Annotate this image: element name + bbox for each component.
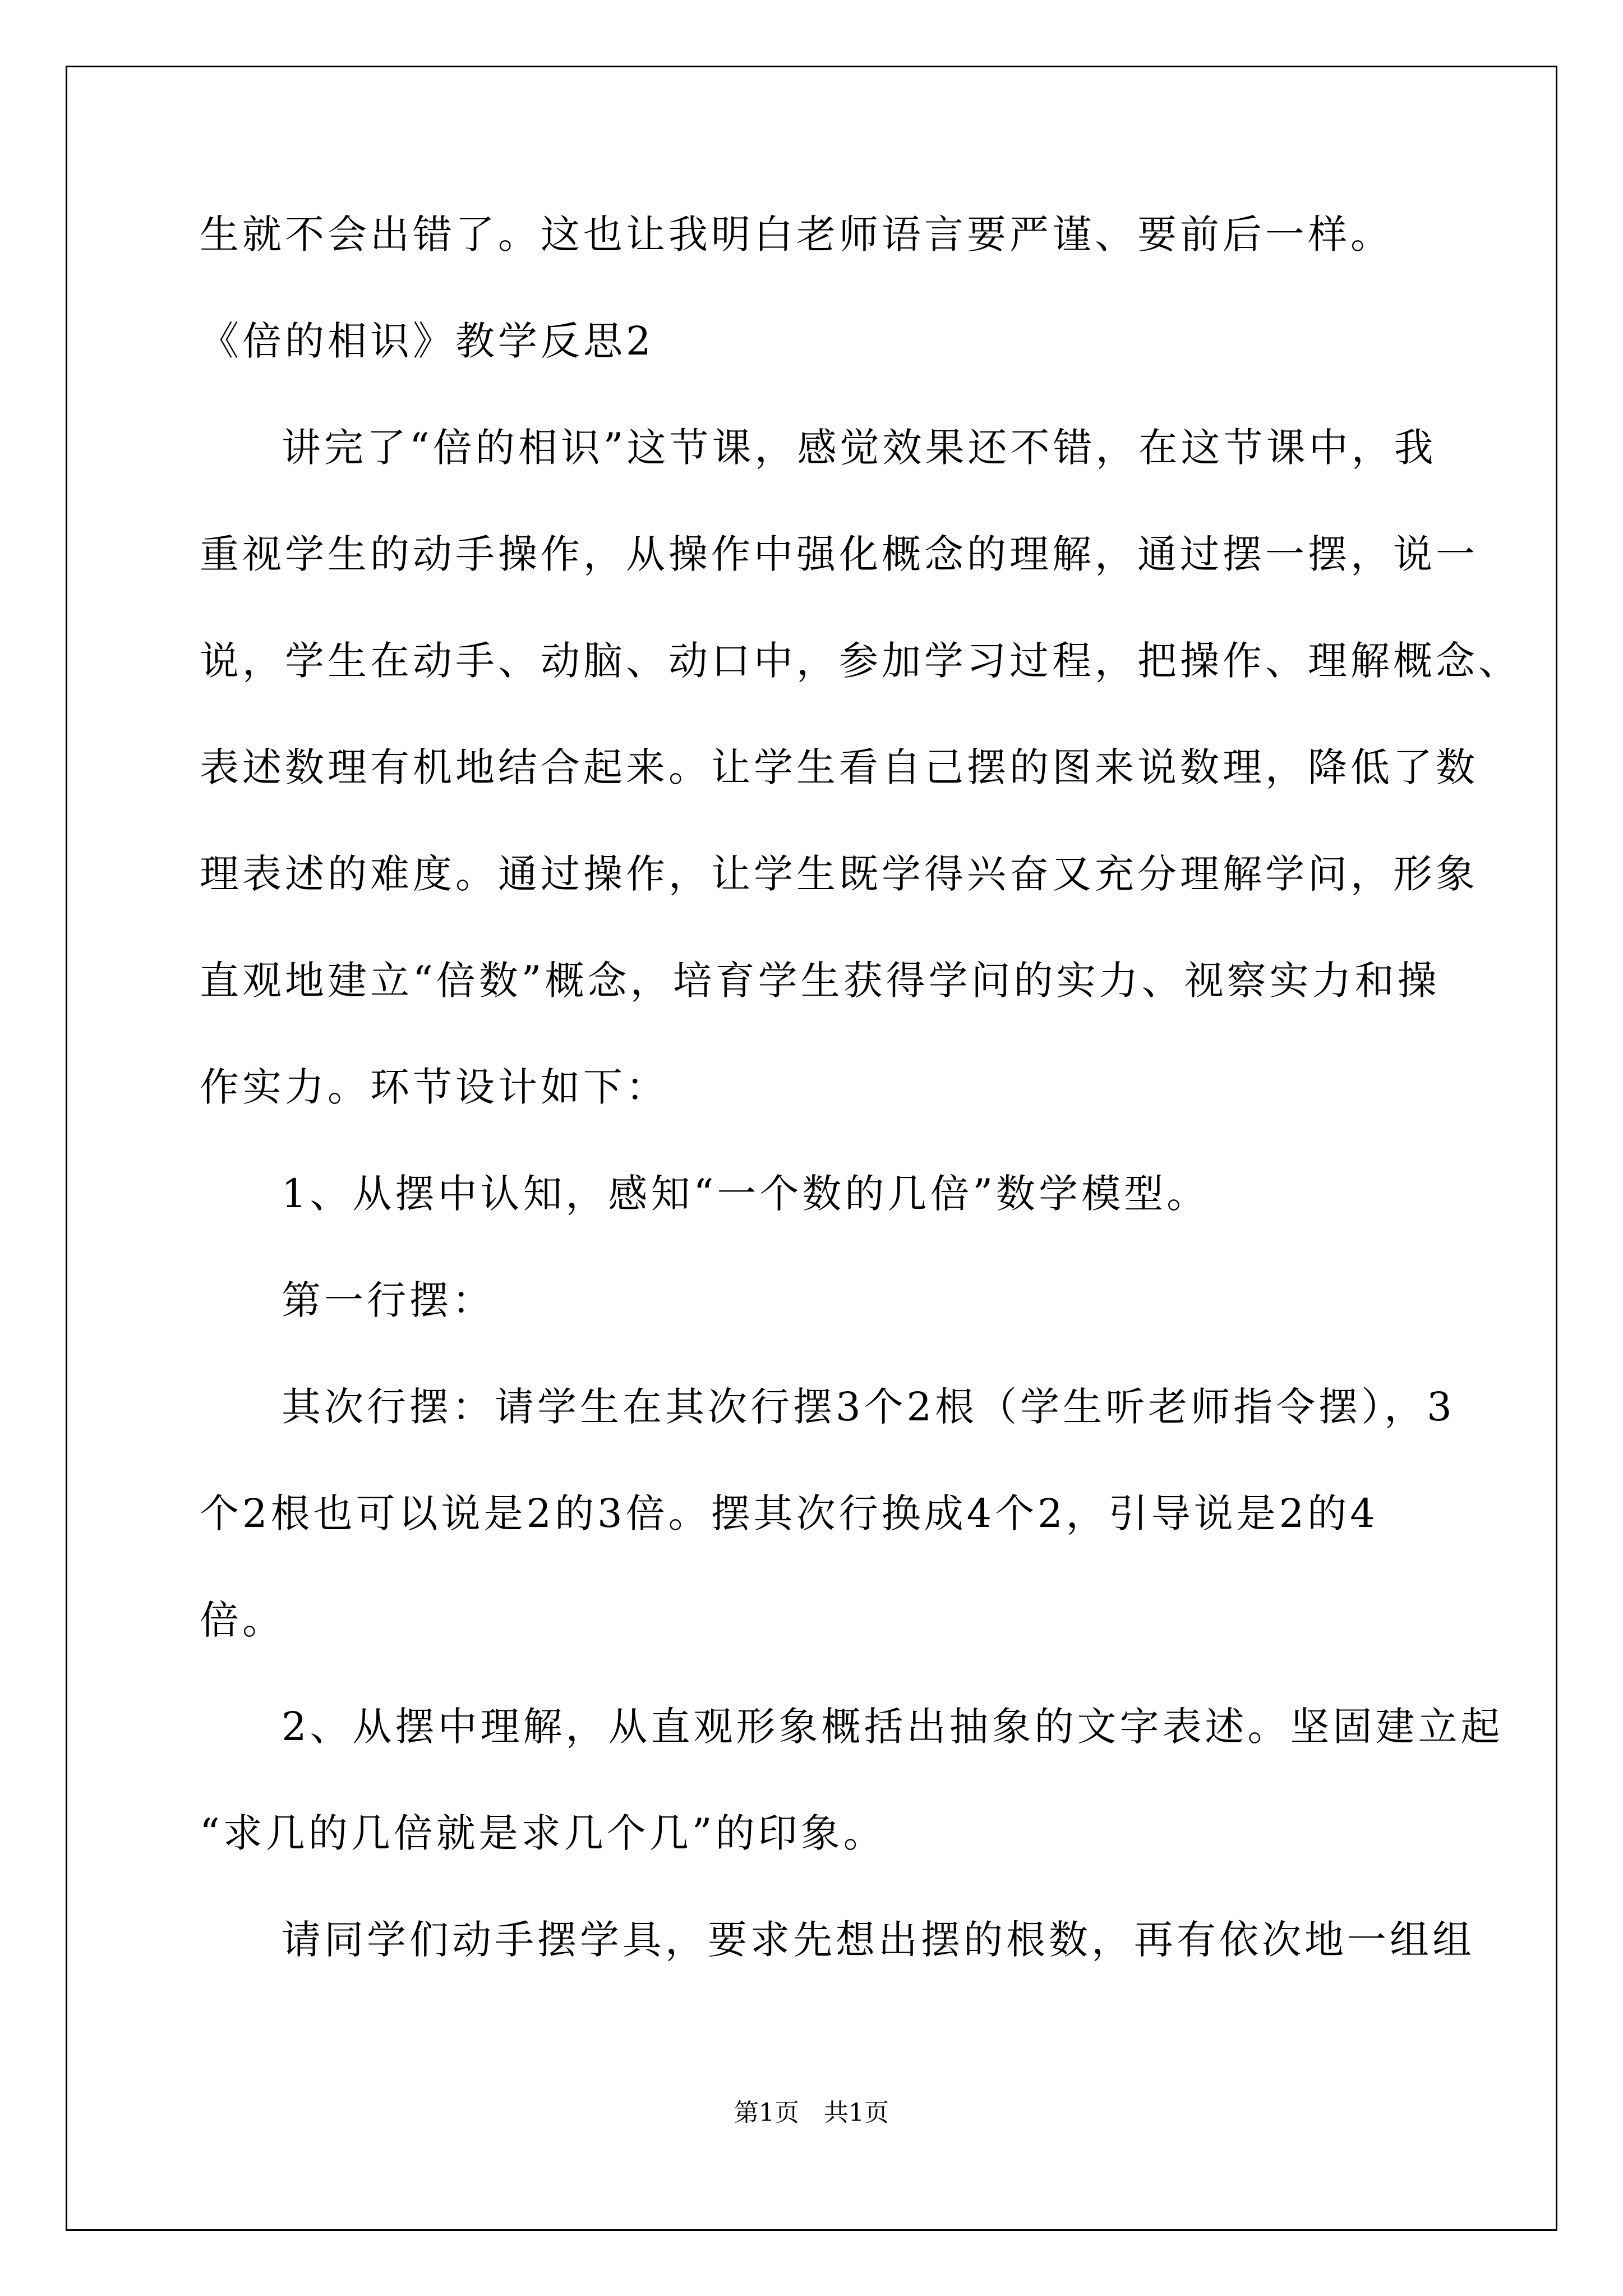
text-line: 说，学生在动手、动脑、动口中，参加学习过程，把操作、理解概念、 (200, 638, 1521, 684)
text-line: 请同学们动手摆学具，要求先想出摆的根数，再有依次地一组组 (282, 1917, 1475, 1963)
text-line: 作实力。环节设计如下： (200, 1064, 668, 1110)
text-line: 生就不会出错了。这也让我明白老师语言要严谨、要前后一样。 (200, 211, 1393, 257)
text-line: 直观地建立“倍数”概念，培育学生获得学问的实力、视察实力和操 (200, 958, 1440, 1004)
text-line: 个2根也可以说是2的3倍。摆其次行换成4个2，引导说是2的4 (200, 1490, 1378, 1536)
text-line: 理表述的难度。通过操作，让学生既学得兴奋又充分理解学问，形象 (200, 851, 1478, 897)
document-body (200, 211, 1521, 2027)
text-line: 其次行摆：请学生在其次行摆3个2根（学生听老师指令摆），3 (282, 1384, 1455, 1430)
text-line: 2、从摆中理解，从直观形象概括出抽象的文字表述。坚固建立起 (282, 1704, 1504, 1750)
text-line: 1、从摆中认知，感知“一个数的几倍”数学模型。 (282, 1171, 1210, 1217)
page-footer: 第1页 共1页 (734, 2099, 889, 2127)
text-line: 讲完了“倍的相识”这节课，感觉效果还不错，在这节课中，我 (282, 425, 1437, 471)
text-line: 第一行摆： (282, 1277, 495, 1323)
section-heading: 《倍的相识》教学反思2 (200, 318, 654, 364)
text-line: 倍。 (200, 1597, 285, 1643)
text-line: 表述数理有机地结合起来。让学生看自己摆的图来说数理，降低了数 (200, 744, 1478, 790)
text-line: 重视学生的动手操作，从操作中强化概念的理解，通过摆一摆，说一 (200, 531, 1478, 577)
text-line: “求几的几倍就是求几个几”的印象。 (200, 1810, 886, 1856)
